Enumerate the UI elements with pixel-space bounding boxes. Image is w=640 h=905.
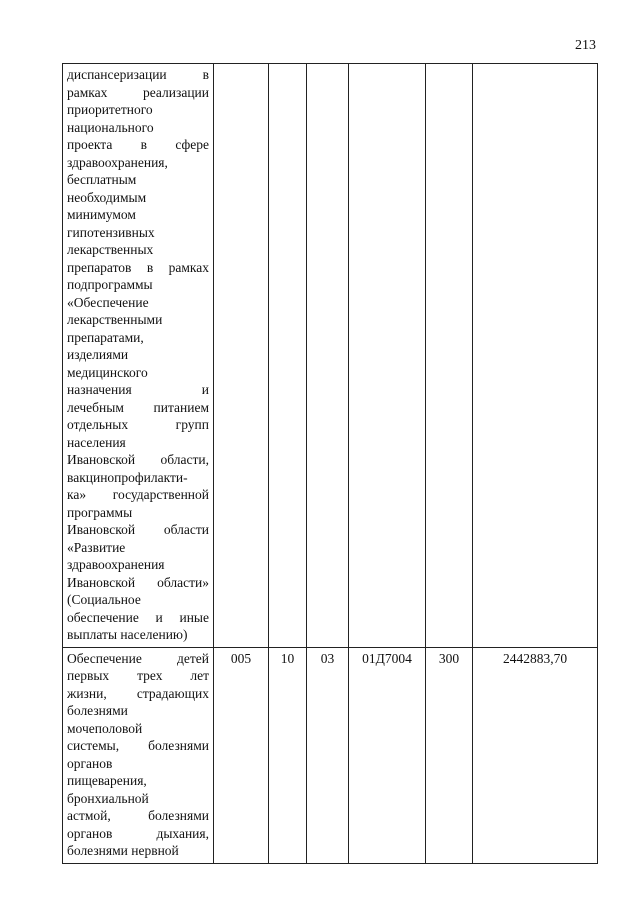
description-line: назначения и	[67, 382, 209, 397]
expense-type-cell	[426, 64, 473, 648]
description-line: здравоохранения,	[67, 154, 168, 170]
description-line: лекарственных	[67, 242, 154, 257]
description-line: препаратов в рамках	[67, 259, 209, 275]
subsection-code-cell	[307, 64, 349, 648]
description-line: программы	[67, 504, 133, 520]
ministry-code-cell: 005	[214, 647, 269, 863]
description-line: гипотензивных	[67, 224, 155, 240]
description-line: мочеполовой	[67, 720, 143, 736]
description-line: лечебным питанием	[67, 399, 209, 415]
page-number: 213	[575, 38, 596, 53]
description-line: подпрограммы	[67, 277, 153, 292]
budget-table	[62, 63, 598, 864]
budget-table-body	[63, 64, 598, 864]
row-description	[63, 64, 214, 648]
description-line: необходимым	[67, 189, 147, 205]
description-line: жизни, страдающих	[67, 685, 209, 701]
target-article-cell: 01Д7004	[349, 647, 426, 863]
description-line: системы, болезнями	[67, 738, 209, 753]
description-line: Ивановской области,	[67, 452, 209, 467]
description-line: «Обеспечение	[67, 294, 149, 310]
description-line: Ивановской области»	[67, 574, 209, 590]
description-line: пищеварения,	[67, 773, 147, 788]
section-code-cell: 10	[269, 647, 307, 863]
description-line: болезнями	[67, 703, 128, 718]
ministry-code-cell	[214, 64, 269, 648]
description-line: бронхиальной	[67, 790, 149, 806]
description-line: отдельных групп	[67, 417, 209, 432]
expense-type-cell: 300	[426, 647, 473, 863]
description-line: Ивановской области	[67, 522, 209, 537]
description-line: органов дыхания,	[67, 825, 209, 841]
description-line: вакцинопрофилакти-	[67, 469, 188, 485]
description-line: диспансеризации в	[67, 67, 209, 82]
description-line: проекта в сфере	[67, 137, 209, 152]
description-line: «Развитие	[67, 539, 126, 555]
description-line: приоритетного	[67, 102, 153, 117]
description-line: препаратами,	[67, 329, 144, 345]
description-line: бесплатным	[67, 172, 137, 187]
description-line: ка» государственной	[67, 487, 209, 502]
description-line: обеспечение и иные	[67, 609, 209, 625]
description-line: органов	[67, 755, 113, 771]
description-line: минимумом	[67, 207, 136, 222]
description-line: выплаты населению)	[67, 627, 188, 642]
description-line: рамках реализации	[67, 84, 209, 100]
description-line: (Социальное	[67, 592, 141, 607]
description-line: лекарственными	[67, 312, 163, 327]
description-line: изделиями	[67, 347, 129, 362]
description-line: болезнями нервной	[67, 843, 179, 858]
section-code-cell	[269, 64, 307, 648]
description-line: Обеспечение детей	[67, 650, 209, 666]
description-line: национального	[67, 119, 154, 135]
description-line: астмой, болезнями	[67, 808, 209, 823]
row-description	[63, 647, 214, 863]
amount-cell	[473, 64, 598, 648]
table-row	[63, 64, 598, 648]
description-line: здравоохранения	[67, 557, 165, 572]
subsection-code-cell: 03	[307, 647, 349, 863]
description-line: медицинского	[67, 364, 148, 380]
target-article-cell	[349, 64, 426, 648]
table-row	[63, 647, 598, 863]
amount-cell: 2442883,70	[473, 647, 598, 863]
description-line: первых трех лет	[67, 668, 209, 683]
description-line: населения	[67, 434, 126, 450]
